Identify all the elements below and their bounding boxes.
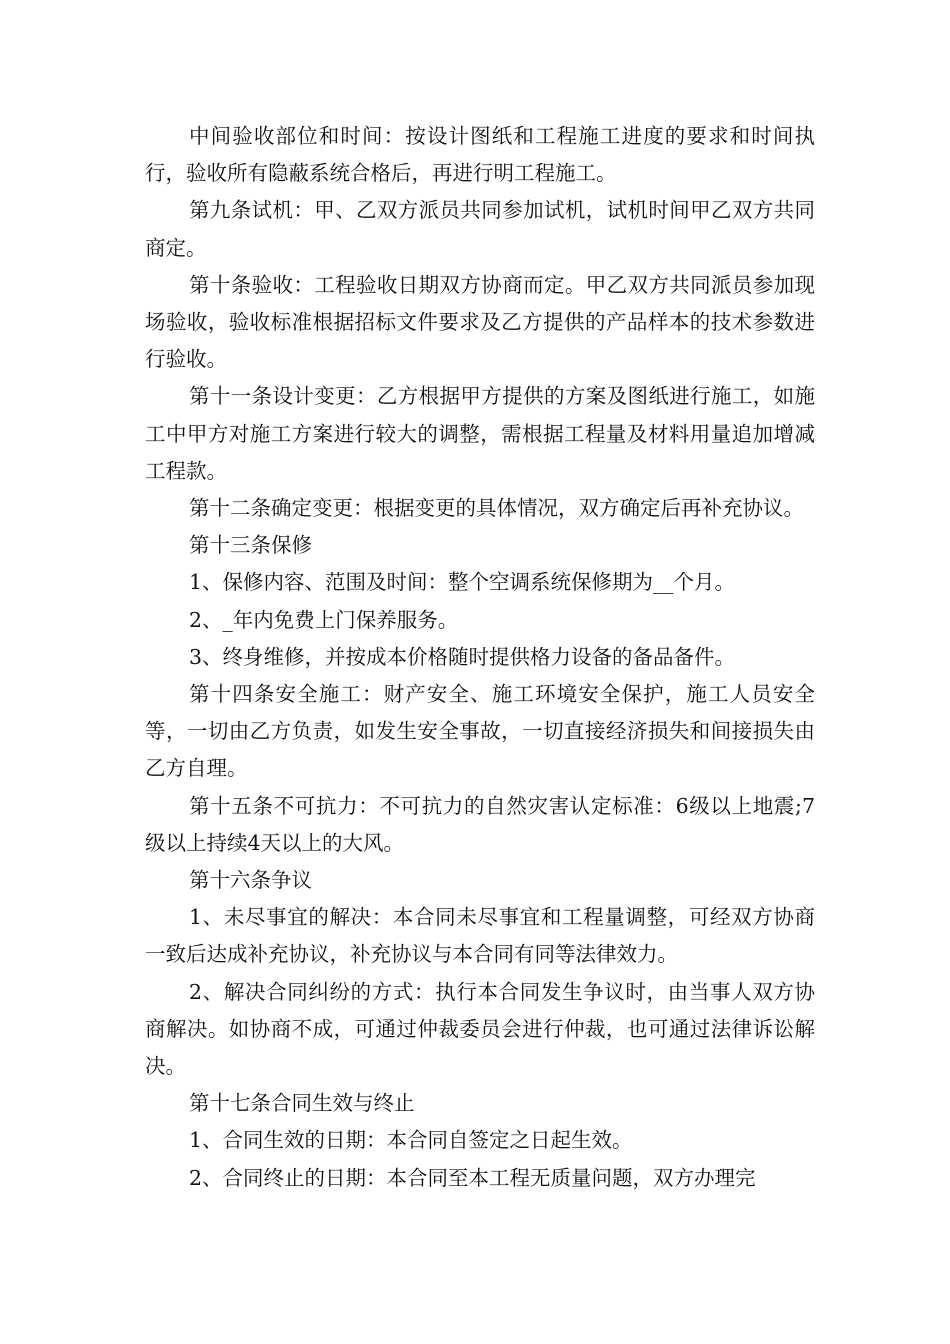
paragraph-article-15-force-majeure: 第十五条不可抗力：不可抗力的自然灾害认定标准：6级以上地震;7级以上持续4天以上的大风。 [145, 793, 815, 855]
heading-article-16-dispute: 第十六条争议 [189, 868, 312, 893]
paragraph-article-11-design-change: 第十一条设计变更：乙方根据甲方提供的方案及图纸进行施工，如施工中甲方对施工方案进行较大的调整，需根据工程量及材料用量追加增减工程款。 [145, 384, 815, 483]
document-body [145, 118, 815, 1197]
heading-article-13-warranty: 第十三条保修 [189, 533, 312, 558]
list-item-dispute-2: 2、解决合同纠纷的方式：执行本合同发生争议时，由当事人双方协商解决。如协商不成，可通过仲裁委员会进行仲裁，也可通过法律诉讼解决。 [145, 979, 815, 1079]
paragraph-article-10-acceptance: 第十条验收：工程验收日期双方协商而定。甲乙双方共同派员参加现场验收，验收标准根据招标文件要求及乙方提供的产品样本的技术参数进行验收。 [145, 272, 815, 372]
list-item-effect-2: 2、合同终止的日期：本合同至本工程无质量问题，双方办理完 [189, 1165, 756, 1190]
list-item-dispute-1: 1、未尽事宜的解决：本合同未尽事宜和工程量调整，可经双方协商一致后达成补充协议，补充协议与本合同有同等法律效力。 [145, 905, 815, 967]
paragraph-article-12-confirm-change: 第十二条确定变更：根据变更的具体情况，双方确定后再补充协议。 [189, 496, 804, 521]
paragraph-article-14-safety: 第十四条安全施工：财产安全、施工环境安全保护，施工人员安全等，一切由乙方负责，如发生安全事故，一切直接经济损失和间接损失由乙方自理。 [145, 682, 815, 781]
paragraph-article-9-trial-run: 第九条试机：甲、乙双方派员共同参加试机，试机时间甲乙双方共同商定。 [145, 198, 815, 260]
list-item-warranty-2: 2、_年内免费上门保养服务。 [189, 607, 459, 632]
heading-article-17-effect-termination: 第十七条合同生效与终止 [189, 1091, 415, 1116]
list-item-warranty-3: 3、终身维修，并按成本价格随时提供格力设备的备品备件。 [189, 644, 736, 669]
paragraph-intermediate-acceptance: 中间验收部位和时间：按设计图纸和工程施工进度的要求和时间执行，验收所有隐蔽系统合格后，再进行明工程施工。 [145, 124, 815, 186]
list-item-effect-1: 1、合同生效的日期：本合同自签定之日起生效。 [189, 1128, 633, 1153]
list-item-warranty-1: 1、保修内容、范围及时间：整个空调系统保修期为__个月。 [189, 570, 736, 595]
